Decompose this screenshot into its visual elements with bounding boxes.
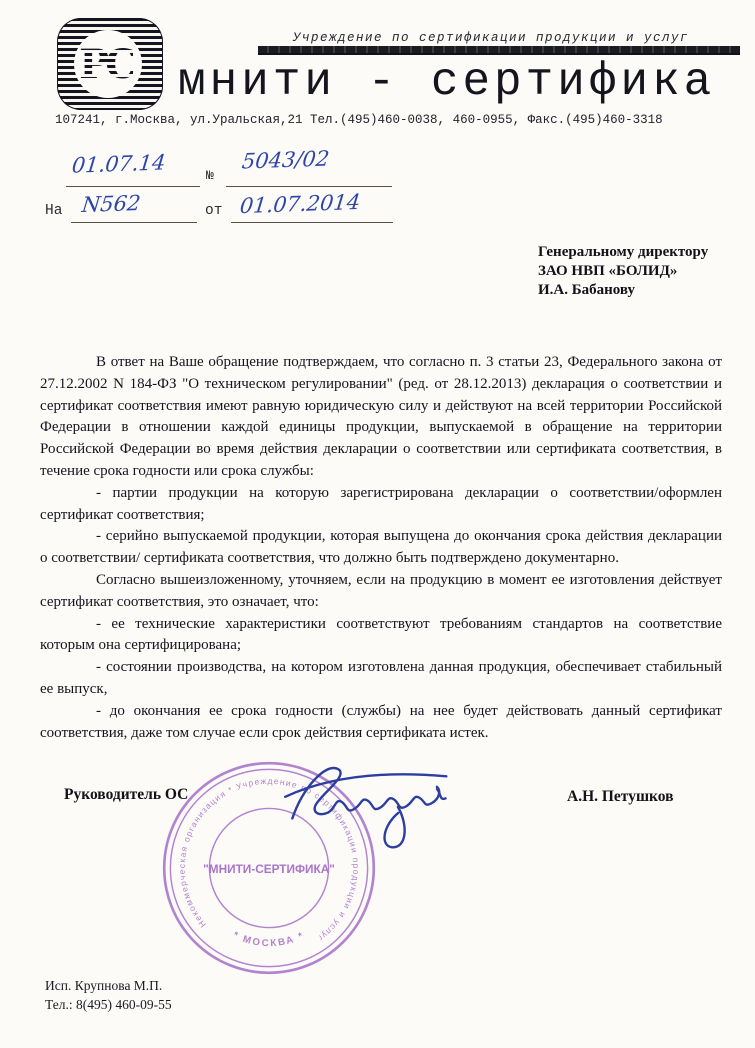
signer-name-label: А.Н. Петушков xyxy=(567,788,674,805)
body-paragraph: - до окончания ее срока годности (службы) на нее будет действовать данный сертификат соответствия, даже том случае если срок действия сертификата истек. xyxy=(40,702,722,741)
ot-label: от xyxy=(205,203,223,219)
signer-position-label: Руководитель ОС xyxy=(64,786,189,803)
incoming-number-underline xyxy=(71,196,197,223)
logo-circle xyxy=(74,30,142,98)
handwritten-outgoing-date: 01.07.14 xyxy=(70,150,167,178)
handwritten-outgoing-number: 5043/02 xyxy=(240,146,331,174)
executor-block xyxy=(45,977,172,1014)
recipient-line: Генеральному директору xyxy=(538,244,709,260)
rst-certification-logo-icon xyxy=(57,18,163,110)
svg-text:* МОСКВА * xyxy=(231,930,307,949)
body-paragraph: - состоянии производства, на котором изготовлена данная продукция, обеспечивает стабильный ее выпуск, xyxy=(40,659,722,697)
handwritten-incoming-date: 01.07.2014 xyxy=(238,189,362,219)
body-paragraph: - партии продукции на которую зарегистрирована декларации о соответствии/оформлен сертификат соответствия; xyxy=(40,484,722,523)
body-paragraph: - ее технические характеристики соответствуют требованиям стандартов на соответствие которым она сертифицирована; xyxy=(40,615,722,654)
body-paragraph: Согласно вышеизложенному, уточняем, если на продукцию в момент ее изготовления действует сертификат соответствия, это означает, что: xyxy=(40,571,722,610)
na-label: На xyxy=(45,203,63,219)
org-address-line: 107241, г.Москва, ул.Уральская,21 Тел.(495)460-0038, 460-0955, Факс.(495)460-3318 xyxy=(55,113,663,127)
recipient-line: ЗАО НВП «БОЛИД» xyxy=(538,263,678,279)
handwritten-incoming-number: N562 xyxy=(80,190,142,218)
body-paragraph: В ответ на Ваше обращение подтверждаем, что согласно п. 3 статьи 23, Федерального закона от 27.12.2002 N 184-ФЗ "О техническом регулировании" (ред. от 28.12.2013) декларация о соответствии и сертификат соответствия имеют равную юридическую силу и действуют на всей территории Российской Федерации в отношении каждой единицы продукции, выпускаемой в обращение на территории Российской Федерации во время действия декларации о соответствии или сертификата соответствия, в течение срока годности или срока службы: xyxy=(40,354,722,479)
org-tagline: Учреждение по сертификации продукции и услуг xyxy=(293,31,690,45)
incoming-date-underline xyxy=(231,196,393,223)
executor-line: Тел.: 8(495) 460-09-55 xyxy=(45,996,172,1012)
recipient-block xyxy=(538,243,748,300)
stamp-center-text: "МНИТИ-СЕРТИФИКА" xyxy=(203,862,335,877)
number-underline xyxy=(226,160,392,187)
letter-body xyxy=(40,352,722,744)
stamp-bottom-text: * МОСКВА * xyxy=(231,929,307,950)
header-divider-bar xyxy=(258,46,740,55)
recipient-line: И.А. Бабанову xyxy=(538,282,636,298)
body-paragraph: - серийно выпускаемой продукции, которая выпущена до окончания срока действия декларации о соответствии/ сертификата соответствия, что должно быть подтверждено документарно. xyxy=(40,528,722,567)
stamp-ring-text: Некоммерческая организация * Учреждение по сертификации продукции и услуг xyxy=(176,775,362,944)
logo-letters: РС xyxy=(79,40,133,88)
date-underline xyxy=(66,160,200,187)
executor-line: Исп. Крупнова М.П. xyxy=(45,978,163,993)
number-sign-label: № xyxy=(206,168,214,183)
handwritten-signature xyxy=(279,747,475,872)
org-title: мнити - сертифика xyxy=(178,56,716,108)
